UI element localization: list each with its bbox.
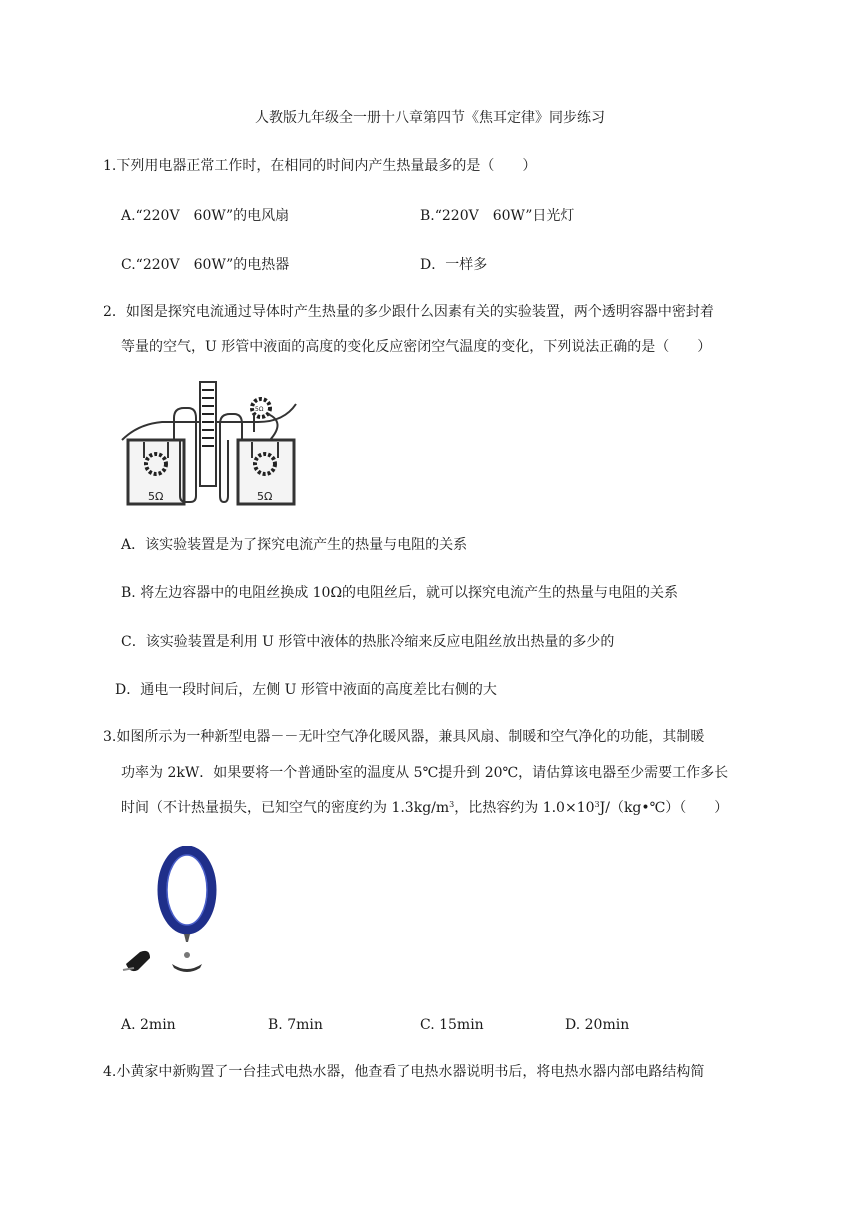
q1-option-a: A.“220V 60W”的电风扇: [121, 208, 290, 224]
q3-stem-part-1: 时间（不计热量损失，已知空气的密度约为 1.3kg/m: [121, 800, 450, 816]
q1-stem: 1.下列用电器正常工作时，在相同的时间内产生热量最多的是（ ）: [103, 158, 537, 174]
q2-stem-line-1: 2．如图是探究电流通过导体时产生热量的多少跟什么因素有关的实验装置，两个透明容器中密封着: [103, 304, 714, 320]
bladeless-heater-figure: [118, 846, 222, 978]
q4-stem-line-1: 4.小黄家中新购置了一台挂式电热水器，他查看了电热水器说明书后，将电热水器内部电路结构简: [103, 1064, 705, 1080]
q1-option-d: D．一样多: [420, 257, 488, 273]
q2-figure-top-label: 5Ω: [255, 406, 264, 413]
q2-stem-line-2: 等量的空气，U 形管中液面的高度的变化反应密闭空气温度的变化，下列说法正确的是（ ）: [121, 339, 712, 355]
q3-option-c: C. 15min: [420, 1017, 484, 1033]
q3-density-exponent: 3: [449, 800, 455, 809]
q2-option-a: A．该实验装置是为了探究电流产生的热量与电阻的关系: [121, 537, 468, 553]
q1-option-b: B.“220V 60W”日光灯: [420, 208, 575, 224]
q3-option-a: A. 2min: [121, 1017, 176, 1033]
q2-option-b: B. 将左边容器中的电阻丝换成 10Ω的电阻丝后，就可以探究电流产生的热量与电阻的关系: [121, 585, 679, 601]
q3-stem-part-3: J/（kg•℃）（ ）: [599, 800, 729, 816]
q2-option-c: C．该实验装置是利用 U 形管中液体的热胀冷缩来反应电阻丝放出热量的多少的: [121, 634, 615, 650]
page-title: 人教版九年级全一册十八章第四节《焦耳定律》同步练习: [255, 110, 605, 126]
q2-figure-left-label: 5Ω: [148, 490, 164, 503]
joule-experiment-figure: [118, 378, 302, 508]
q3-stem-line-1: 3.如图所示为一种新型电器－－无叶空气净化暖风器，兼具风扇、制暖和空气净化的功能，其制暖: [103, 729, 705, 745]
q3-stem-line-2: 功率为 2kW．如果要将一个普通卧室的温度从 5℃提升到 20℃，请估算该电器至少需要工作多长: [121, 765, 729, 781]
q3-option-d: D. 20min: [565, 1017, 630, 1033]
q3-option-b: B. 7min: [268, 1017, 323, 1033]
q3-stem-line-3: [121, 798, 728, 818]
q2-option-d: D．通电一段时间后，左侧 U 形管中液面的高度差比右侧的大: [115, 682, 497, 698]
q3-heat-capacity-exponent: 3: [594, 800, 600, 809]
q3-stem-part-2: ，比热容约为 1.0×10: [454, 800, 595, 816]
q1-option-c: C.“220V 60W”的电热器: [121, 257, 290, 273]
q2-figure-right-label: 5Ω: [257, 490, 273, 503]
